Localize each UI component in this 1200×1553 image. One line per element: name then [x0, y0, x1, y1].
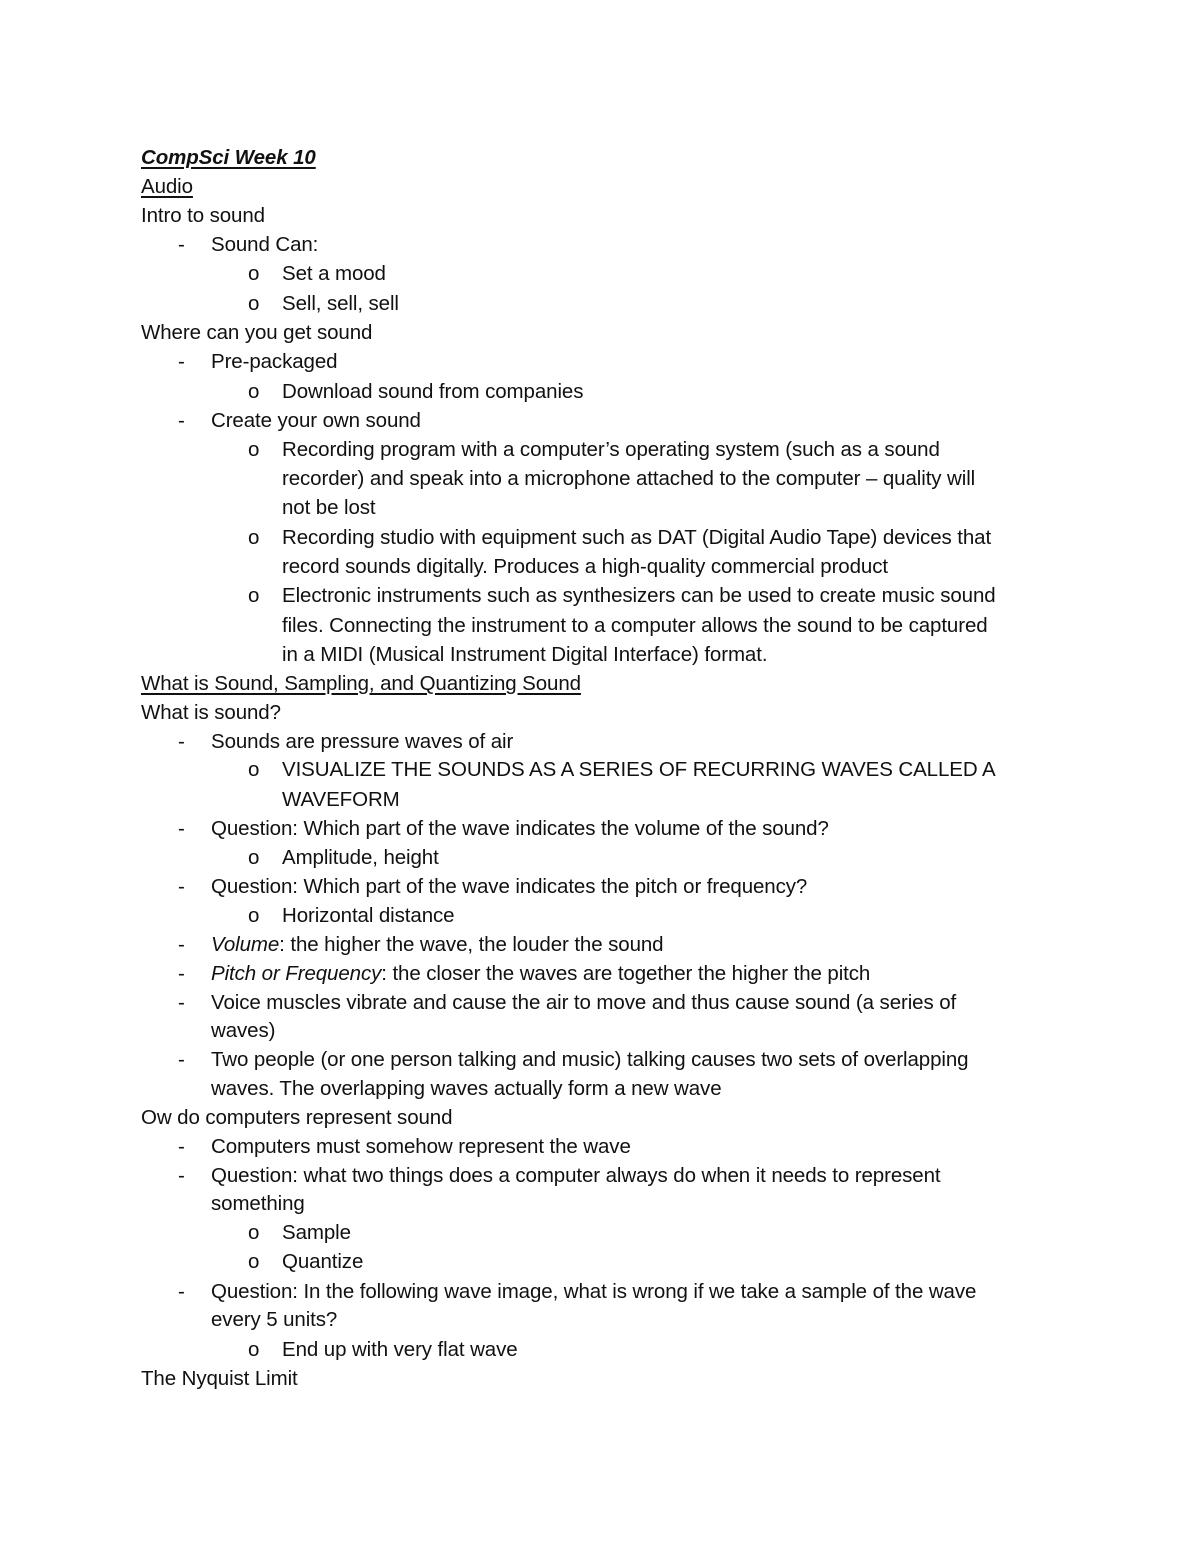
circle-bullet: o	[248, 292, 260, 315]
circle-bullet: o	[248, 846, 260, 869]
list-item: Sound Can:	[211, 233, 319, 256]
list-item-continued: something	[211, 1192, 305, 1215]
document-title: CompSci Week 10	[141, 146, 316, 169]
circle-bullet: o	[248, 262, 260, 285]
list-item: Recording program with a computer’s operating system (such as a sound	[282, 438, 940, 461]
list-item-volume	[211, 930, 664, 959]
list-item-continued: files. Connecting the instrument to a computer allows the sound to be captured	[282, 614, 988, 637]
list-item-continued: WAVEFORM	[282, 788, 400, 811]
list-item: Sell, sell, sell	[282, 292, 399, 315]
list-item: Question: what two things does a computer always do when it needs to represent	[211, 1164, 941, 1187]
list-item: Download sound from companies	[282, 380, 584, 403]
dash-bullet: -	[178, 875, 185, 898]
heading-nyquist-limit: The Nyquist Limit	[141, 1367, 298, 1390]
dash-bullet: -	[178, 409, 185, 432]
list-item: Electronic instruments such as synthesizers can be used to create music sound	[282, 584, 996, 607]
list-item: Sounds are pressure waves of air	[211, 730, 514, 753]
list-item: Question: In the following wave image, what is wrong if we take a sample of the wave	[211, 1280, 977, 1303]
list-item: Set a mood	[282, 262, 386, 285]
heading-where-sound: Where can you get sound	[141, 321, 373, 344]
dash-bullet: -	[178, 1280, 185, 1303]
list-item-continued: every 5 units?	[211, 1308, 338, 1331]
list-item: VISUALIZE THE SOUNDS AS A SERIES OF RECURRING WAVES CALLED A	[282, 758, 996, 781]
list-item-continued: not be lost	[282, 496, 376, 519]
definition-pitch: : the closer the waves are together the higher the pitch	[381, 962, 871, 985]
list-item: Two people (or one person talking and music) talking causes two sets of overlapping	[211, 1048, 969, 1071]
list-item-pitch	[211, 959, 870, 988]
list-item-continued: recorder) and speak into a microphone attached to the computer – quality will	[282, 467, 976, 490]
dash-bullet: -	[178, 933, 185, 956]
heading-intro-to-sound: Intro to sound	[141, 204, 265, 227]
list-item: Question: Which part of the wave indicates the pitch or frequency?	[211, 875, 808, 898]
term-pitch: Pitch or Frequency	[211, 962, 382, 985]
list-item: Recording studio with equipment such as DAT (Digital Audio Tape) devices that	[282, 526, 992, 549]
circle-bullet: o	[248, 438, 260, 461]
list-item: Quantize	[282, 1250, 364, 1273]
circle-bullet: o	[248, 584, 260, 607]
list-item: Create your own sound	[211, 409, 421, 432]
dash-bullet: -	[178, 1164, 185, 1187]
list-item: End up with very flat wave	[282, 1338, 518, 1361]
list-item: Horizontal distance	[282, 904, 455, 927]
dash-bullet: -	[178, 1135, 185, 1158]
definition-volume: : the higher the wave, the louder the sound	[279, 933, 664, 956]
list-item-continued: record sounds digitally. Produces a high-quality commercial product	[282, 555, 888, 578]
dash-bullet: -	[178, 817, 185, 840]
list-item: Voice muscles vibrate and cause the air to move and thus cause sound (a series of	[211, 991, 957, 1014]
circle-bullet: o	[248, 1338, 260, 1361]
circle-bullet: o	[248, 758, 260, 781]
heading-what-is-sound: What is sound?	[141, 701, 281, 724]
dash-bullet: -	[178, 1048, 185, 1071]
list-item-continued: waves)	[211, 1019, 276, 1042]
list-item-continued: in a MIDI (Musical Instrument Digital Interface) format.	[282, 643, 768, 666]
list-item: Question: Which part of the wave indicates the volume of the sound?	[211, 817, 829, 840]
list-item: Amplitude, height	[282, 846, 439, 869]
circle-bullet: o	[248, 1250, 260, 1273]
section-heading-what-is-sound: What is Sound, Sampling, and Quantizing Sound	[141, 672, 581, 695]
circle-bullet: o	[248, 1221, 260, 1244]
dash-bullet: -	[178, 233, 185, 256]
heading-how-computers: Ow do computers represent sound	[141, 1106, 453, 1129]
list-item-continued: waves. The overlapping waves actually form a new wave	[211, 1077, 722, 1100]
circle-bullet: o	[248, 904, 260, 927]
dash-bullet: -	[178, 991, 185, 1014]
dash-bullet: -	[178, 350, 185, 373]
term-volume: Volume	[211, 933, 280, 956]
section-heading-audio: Audio	[141, 175, 193, 198]
dash-bullet: -	[178, 730, 185, 753]
list-item: Sample	[282, 1221, 351, 1244]
dash-bullet: -	[178, 962, 185, 985]
circle-bullet: o	[248, 526, 260, 549]
circle-bullet: o	[248, 380, 260, 403]
list-item: Computers must somehow represent the wave	[211, 1135, 631, 1158]
list-item: Pre-packaged	[211, 350, 338, 373]
